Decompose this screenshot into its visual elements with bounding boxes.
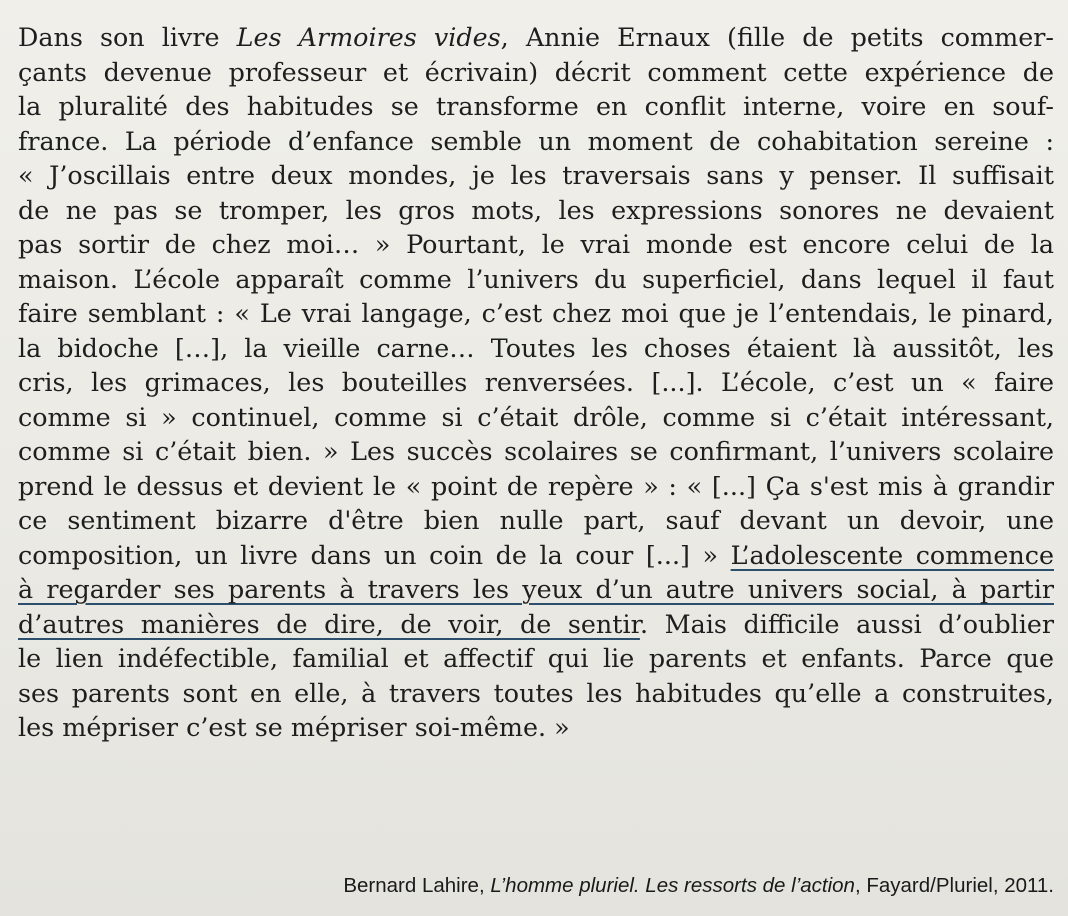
line-text: . Mais difficile aussi d’oublier [639,608,1054,639]
passage-line: de ne pas se tromper, les gros mots, les expressions sonores ne devaient [18,194,1054,225]
passage-line: comme si » continuel, comme si c’était drôle, comme si c’était intéressant, [18,401,1054,432]
passage-line: comme si c’était bien. » Les succès scolaires se confirmant, l’univers scolaire [18,436,1054,466]
passage-line: pas sortir de chez moi… » Pourtant, le vrai monde est encore celui de la [18,229,1054,259]
underlined-passage: à regarder ses parents à travers les yeux d’un autre univers social, à partir [18,574,1054,604]
passage-line: la bidoche […], la vieille carne… Toutes les choses étaient là aussitôt, les [18,332,1054,363]
underlined-passage: L’adolescente commence [730,539,1054,570]
source-citation [343,873,1054,899]
passage-line [18,538,1054,573]
passage-line: le lien indéfectible, familial et affectif qui lie parents et enfants. Parce que [18,643,1054,673]
book-title-italic: Les Armoires vides [236,22,501,52]
passage-line: les mépriser c’est se mépriser soi-même. » [18,712,570,742]
citation-title: L’homme pluriel. Les ressorts de l’action [490,874,855,897]
passage-line [18,572,1054,607]
line-text: , Annie Ernaux (fille de petits commer- [500,22,1054,52]
line-text: Dans son livre [18,22,237,52]
line-text: composition, un livre dans un coin de la cour [...] » [18,539,731,570]
passage-line: « J’oscillais entre deux mondes, je les traversais sans y penser. Il suffisait [18,160,1054,190]
passage-line: faire semblant : « Le vrai langage, c’est chez moi que je l’entendais, le pinard, [18,298,1054,328]
passage-line: prend le dessus et devient le « point de repère » : « [...] Ça s'est mis à grandir [18,470,1054,501]
passage-line: maison. L’école apparaît comme l’univers du superficiel, dans lequel il faut [18,263,1054,294]
passage-line: la pluralité des habitudes se transforme en conflit interne, voire en souf- [18,91,1054,121]
passage-line: ses parents sont en elle, à travers toutes les habitudes qu’elle a construites, [18,677,1054,708]
passage-line [18,20,1054,55]
passage-line [18,607,1054,642]
passage-line: cris, les grimaces, les bouteilles renversées. [...]. L’école, c’est un « faire [18,367,1054,397]
passage-line: france. La période d’enfance semble un moment de cohabitation sereine : [18,125,1054,156]
passage-line: ce sentiment bizarre d'être bien nulle part, sauf devant un devoir, une [18,505,1054,535]
underlined-passage: d’autres manières de dire, de voir, de sentir [18,608,640,639]
citation-author: Bernard Lahire, [343,874,491,897]
passage [18,20,1054,745]
passage-line: çants devenue professeur et écrivain) décrit comment cette expérience de [18,56,1054,87]
citation-publisher: , Fayard/Pluriel, 2011. [854,874,1054,897]
